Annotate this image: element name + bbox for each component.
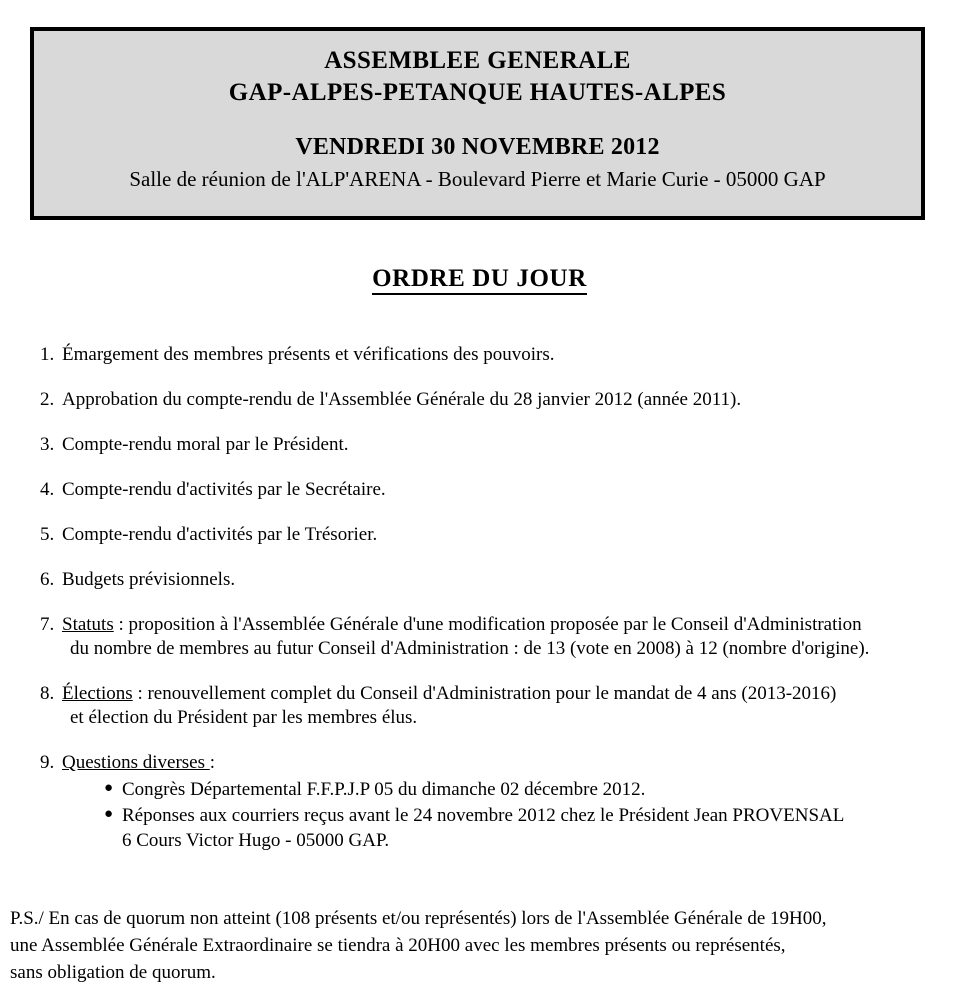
agenda-item-text: Compte-rendu d'activités par le Secrétaire.	[62, 479, 386, 500]
page-title-text: ORDRE DU JOUR	[372, 265, 587, 295]
list-item-text-line2: 6 Cours Victor Hugo - 05000 GAP.	[122, 830, 390, 851]
agenda-item-text: Budgets prévisionnels.	[62, 569, 236, 590]
agenda-item-number: 7.	[40, 614, 55, 635]
agenda-item-body	[62, 751, 930, 854]
bullet-icon: ●	[104, 780, 114, 796]
postscript-note	[10, 905, 955, 986]
agenda-item-text-line2: du nombre de membres au futur Conseil d'Administration : de 13 (vote en 2008) à 12 (nombre d'origine).	[70, 638, 870, 659]
agenda-item-number: 1.	[40, 344, 55, 365]
list-item	[104, 803, 930, 853]
agenda-item-text-line2: et élection du Président par les membres élus.	[70, 707, 418, 728]
agenda-item-text: Approbation du compte-rendu de l'Assemblée Générale du 28 janvier 2012 (année 2011).	[62, 389, 742, 410]
agenda-item-number: 8.	[40, 683, 55, 704]
agenda-item	[40, 433, 930, 457]
meeting-date: VENDREDI 30 NOVEMBRE 2012	[295, 134, 660, 160]
agenda-list	[40, 343, 930, 875]
agenda-item-text: :	[209, 752, 216, 773]
list-item-text: Congrès Départemental F.F.P.J.P 05 du dimanche 02 décembre 2012.	[122, 779, 646, 800]
list-item-text: Réponses aux courriers reçus avant le 24 novembre 2012 chez le Président Jean PROVENSAL	[122, 805, 845, 826]
bullet-icon: ●	[104, 806, 114, 822]
meeting-header-box	[30, 27, 925, 220]
agenda-item	[40, 613, 930, 661]
postscript-line2: une Assemblée Générale Extraordinaire se tiendra à 20H00 avec les membres présents ou représentés,	[10, 935, 786, 956]
agenda-item	[40, 523, 930, 547]
agenda-item	[40, 682, 930, 730]
page-title	[0, 265, 959, 293]
agenda-item-text: Compte-rendu d'activités par le Trésorier.	[62, 524, 378, 545]
agenda-item	[40, 568, 930, 592]
agenda-item	[40, 388, 930, 412]
agenda-item-number: 5.	[40, 524, 55, 545]
postscript-line1: P.S./ En cas de quorum non atteint (108 présents et/ou représentés) lors de l'Assemblée Générale de 19H00,	[10, 908, 827, 929]
agenda-item-number: 2.	[40, 389, 55, 410]
organization-title-line1: ASSEMBLEE GENERALE	[324, 47, 631, 74]
agenda-item-label: Élections	[62, 683, 133, 704]
agenda-item-body	[62, 682, 930, 730]
agenda-item-number: 9.	[40, 752, 55, 773]
agenda-item	[40, 751, 930, 854]
agenda-item-number: 4.	[40, 479, 55, 500]
list-item	[104, 777, 930, 802]
postscript-line3: sans obligation de quorum.	[10, 962, 216, 983]
agenda-item-text: : proposition à l'Assemblée Générale d'une modification proposée par le Conseil d'Administration	[113, 614, 862, 635]
agenda-item-number: 6.	[40, 569, 55, 590]
agenda-sub-list	[62, 777, 930, 853]
agenda-item-label: Statuts	[62, 614, 114, 635]
meeting-venue: Salle de réunion de l'ALP'ARENA - Boulevard Pierre et Marie Curie - 05000 GAP	[129, 167, 826, 191]
agenda-item-text: Émargement des membres présents et vérifications des pouvoirs.	[62, 344, 555, 365]
agenda-item-body	[62, 613, 930, 661]
agenda-item	[40, 478, 930, 502]
agenda-item-number: 3.	[40, 434, 55, 455]
organization-title-line2: GAP-ALPES-PETANQUE HAUTES-ALPES	[228, 79, 727, 106]
agenda-item-text: Compte-rendu moral par le Président.	[62, 434, 349, 455]
agenda-item-label: Questions diverses	[62, 752, 210, 773]
agenda-item-text: : renouvellement complet du Conseil d'Administration pour le mandat de 4 ans (2013-2016)	[132, 683, 837, 704]
agenda-item	[40, 343, 930, 367]
organization-title	[229, 45, 726, 109]
